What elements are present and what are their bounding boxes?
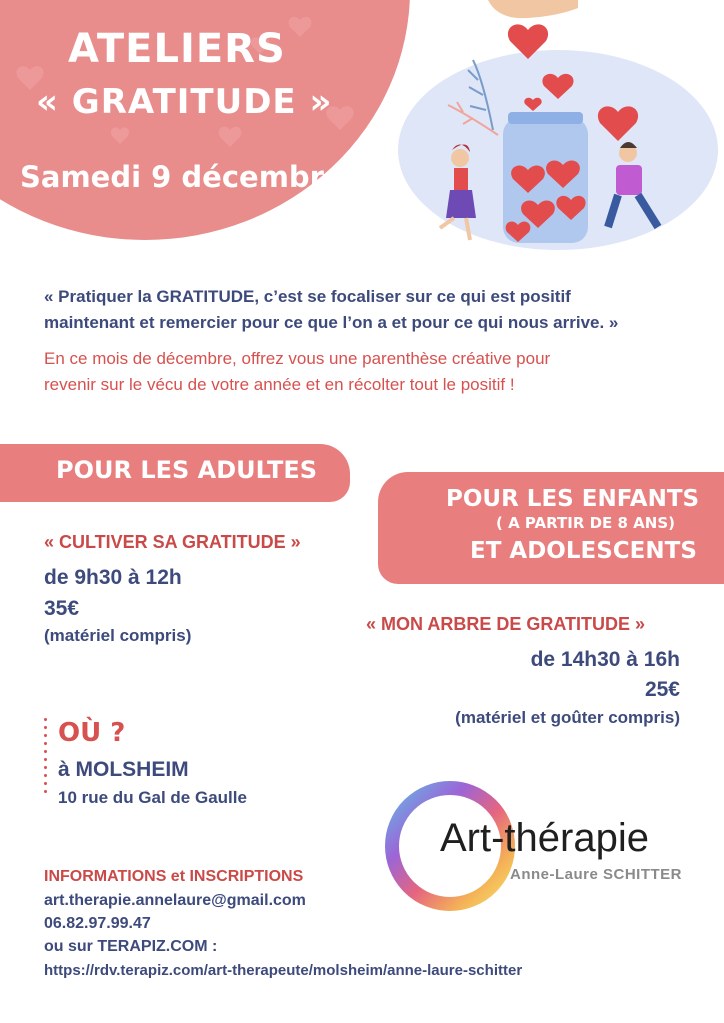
intro-line1: En ce mois de décembre, offrez vous une parenthèse créative pour — [44, 349, 551, 368]
contact-heading: INFORMATIONS et INSCRIPTIONS — [44, 868, 304, 885]
adults-banner-title: POUR LES ADULTES — [56, 456, 317, 484]
location-dots — [44, 718, 47, 798]
adults-note: (matériel compris) — [44, 626, 192, 645]
children-banner-line2: ( A PARTIR DE 8 ANS) — [496, 514, 675, 532]
adults-time: de 9h30 à 12h — [44, 566, 182, 589]
children-banner-line1: POUR LES ENFANTS — [446, 486, 700, 512]
children-price: 25€ — [644, 678, 680, 701]
contact-or-text: ou sur TERAPIZ.COM : — [44, 938, 218, 955]
children-time: de 14h30 à 16h — [530, 648, 680, 671]
location-city: à MOLSHEIM — [58, 758, 189, 781]
quote-line1: « Pratiquer la GRATITUDE, c’est se focaliser sur ce qui est positif — [44, 287, 571, 306]
event-date: Samedi 9 décembre — [20, 160, 344, 194]
contact-email[interactable]: art.therapie.annelaure@gmail.com — [44, 892, 306, 909]
gratitude-jar-illustration — [378, 0, 724, 260]
logo-name: Art-thérapie — [440, 816, 649, 860]
adults-workshop-title: « CULTIVER SA GRATITUDE » — [44, 532, 301, 552]
location-address: 10 rue du Gal de Gaulle — [58, 788, 247, 807]
children-note: (matériel et goûter compris) — [455, 708, 680, 727]
children-banner-line3: ET ADOLESCENTS — [470, 538, 697, 564]
logo-person: Anne-Laure SCHITTER — [510, 866, 683, 883]
title-line2: « GRATITUDE » — [36, 82, 333, 122]
children-workshop-title: « MON ARBRE DE GRATITUDE » — [366, 614, 646, 634]
quote-line2: maintenant et remercier pour ce que l’on a et pour ce qui nous arrive. » — [44, 313, 619, 332]
adults-price: 35€ — [44, 597, 80, 620]
contact-url[interactable]: https://rdv.terapiz.com/art-therapeute/molsheim/anne-laure-schitter — [44, 962, 523, 979]
intro-line2: revenir sur le vécu de votre année et en récolter tout le positif ! — [44, 375, 515, 394]
location-heading: OÙ ? — [58, 718, 126, 748]
contact-phone[interactable]: 06.82.97.99.47 — [44, 915, 151, 932]
title-line1: ATELIERS — [68, 26, 286, 72]
